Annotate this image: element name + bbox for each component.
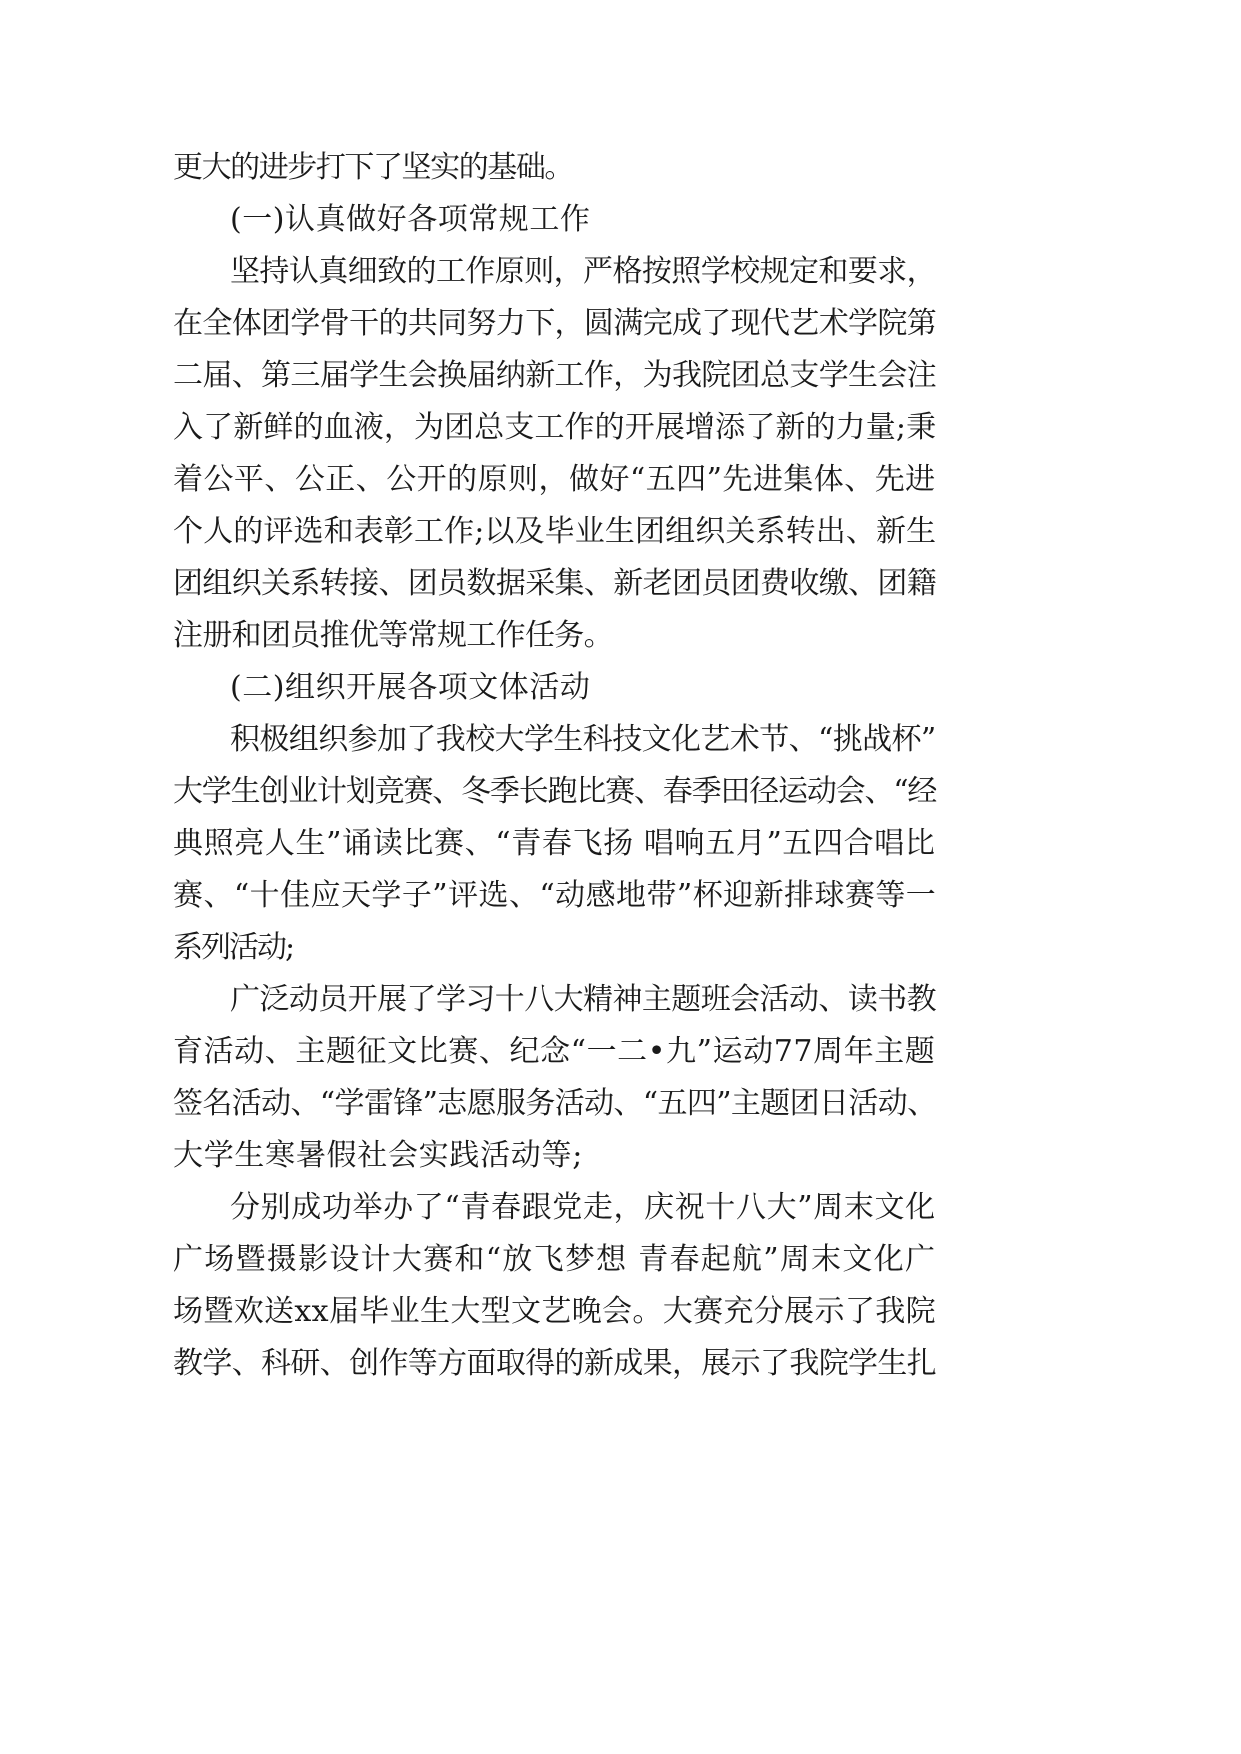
text-line: 广场暨摄影设计大赛和“放飞梦想 青春起航”周末文化广 — [173, 1242, 937, 1277]
text-line: 场暨欢送xx届毕业生大型文艺晚会。大赛充分展示了我院 — [173, 1294, 936, 1329]
text-line: 个人的评选和表彰工作;以及毕业生团组织关系转出、新生 — [173, 514, 937, 549]
text-line: 大学生寒暑假社会实践活动等; — [173, 1138, 584, 1173]
text-line: 系列活动; — [173, 930, 294, 965]
section-heading: (一)认真做好各项常规工作 — [230, 202, 591, 237]
text-line: 团组织关系转接、团员数据采集、新老团员团费收缴、团籍 — [173, 566, 937, 601]
text-line: 积极组织参加了我校大学生科技文化艺术节、“挑战杯” — [230, 722, 936, 757]
text-line: 注册和团员推优等常规工作任务。 — [173, 618, 613, 653]
text-line: 二届、第三届学生会换届纳新工作，为我院团总支学生会注 — [173, 358, 937, 393]
text-line: 签名活动、“学雷锋”志愿服务活动、“五四”主题团日活动、 — [173, 1086, 937, 1121]
text-line: 分别成功举办了“青春跟党走，庆祝十八大”周末文化 — [230, 1190, 936, 1225]
text-line: 坚持认真细致的工作原则，严格按照学校规定和要求， — [230, 254, 937, 289]
text-line: 大学生创业计划竞赛、冬季长跑比赛、春季田径运动会、“经 — [173, 774, 937, 809]
text-line: 广泛动员开展了学习十八大精神主题班会活动、读书教 — [230, 982, 937, 1017]
section-heading: (二)组织开展各项文体活动 — [230, 670, 591, 705]
text-line: 入了新鲜的血液，为团总支工作的开展增添了新的力量;秉 — [173, 410, 937, 445]
text-line: 赛、“十佳应天学子”评选、“动感地带”杯迎新排球赛等一 — [173, 878, 937, 913]
text-line: 在全体团学骨干的共同努力下，圆满完成了现代艺术学院第 — [173, 306, 937, 341]
text-line: 更大的进步打下了坚实的基础。 — [173, 150, 573, 185]
text-line: 典照亮人生”诵读比赛、“青春飞扬 唱响五月”五四合唱比 — [173, 826, 936, 861]
text-line: 育活动、主题征文比赛、纪念“一二•九”运动77周年主题 — [173, 1034, 936, 1069]
text-line: 着公平、公正、公开的原则，做好“五四”先进集体、先进 — [173, 462, 936, 497]
text-line: 教学、科研、创作等方面取得的新成果，展示了我院学生扎 — [173, 1346, 937, 1381]
